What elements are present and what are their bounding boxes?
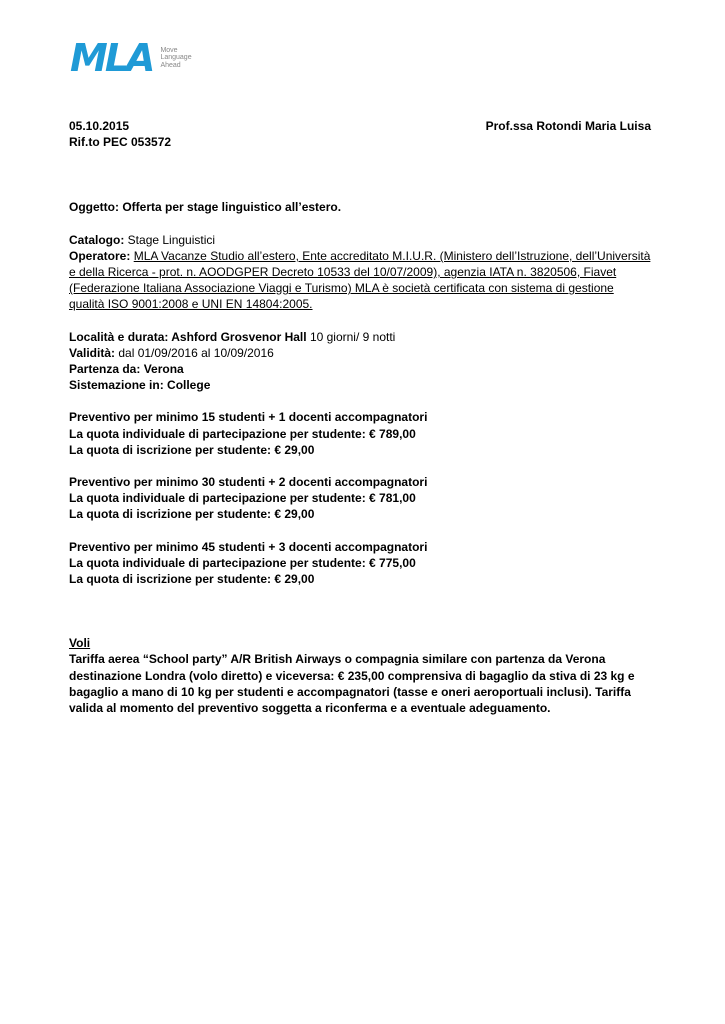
operator: Operatore: MLA Vacanze Studio all’estero, Ente accreditato M.I.U.R. (Ministero dell’Istruzione, dell’Università e della Ricerca - prot. n. AOODGPER Decreto 10533 del 10/07/2009), agenzia IATA n. 3820506, Fiavet (Federazione Italiana Associazione Viaggi e Turismo) MLA è società certificata con sistema di gestione qualità ISO 9001:2008 e UNI EN 14804:2005. xyxy=(69,248,651,312)
subject: Oggetto: Offerta per stage linguistico all’estero. xyxy=(69,200,342,215)
logo-mark: MLA xyxy=(70,36,153,80)
logo-tagline: Move Language Ahead xyxy=(160,46,192,69)
location-duration: Località e durata: Ashford Grosvenor Hall 10 giorni/ 9 notti xyxy=(69,329,396,344)
header-row xyxy=(69,118,651,134)
company-logo xyxy=(70,36,192,80)
quote-block: Preventivo per minimo 30 studenti + 2 docenti accompagnatori La quota individuale di partecipazione per studente: € 781,00 La quota di iscrizione per studente: € 29,00 xyxy=(69,475,428,522)
validity: Validità: dal 01/09/2016 al 10/09/2016 xyxy=(69,345,274,360)
departure: Partenza da: Verona xyxy=(69,362,184,377)
flights-heading: Voli xyxy=(69,636,91,651)
letter-body xyxy=(69,118,651,716)
reference: Rif.to PEC 053572 xyxy=(69,135,172,150)
quote-block: Preventivo per minimo 45 studenti + 3 docenti accompagnatori La quota individuale di partecipazione per studente: € 775,00 La quota di iscrizione per studente: € 29,00 xyxy=(69,539,428,587)
recipient: Prof.ssa Rotondi Maria Luisa xyxy=(485,119,651,133)
flights-text: Tariffa aerea “School party” A/R British Airways o compagnia similare con partenza da Verona destinazione Londra (volo diretto) e viceversa: € 235,00 comprensiva di bagaglio da stiva di 23 kg e bagaglio a mano di 10 kg per studenti e accompagnatori (tasse e oneri aeroportuali inclusi). Tariffa valida al momento del preventivo soggetta a riconferma e a eventuale adeguamento. xyxy=(69,652,635,716)
catalog: Catalogo: Stage Linguistici xyxy=(69,232,216,247)
accommodation: Sistemazione in: College xyxy=(69,378,211,393)
quote-block: Preventivo per minimo 15 studenti + 1 docenti accompagnatori La quota individuale di partecipazione per studente: € 789,00 La quota di iscrizione per studente: € 29,00 xyxy=(69,410,428,457)
letter-date: 05.10.2015 xyxy=(69,119,130,133)
